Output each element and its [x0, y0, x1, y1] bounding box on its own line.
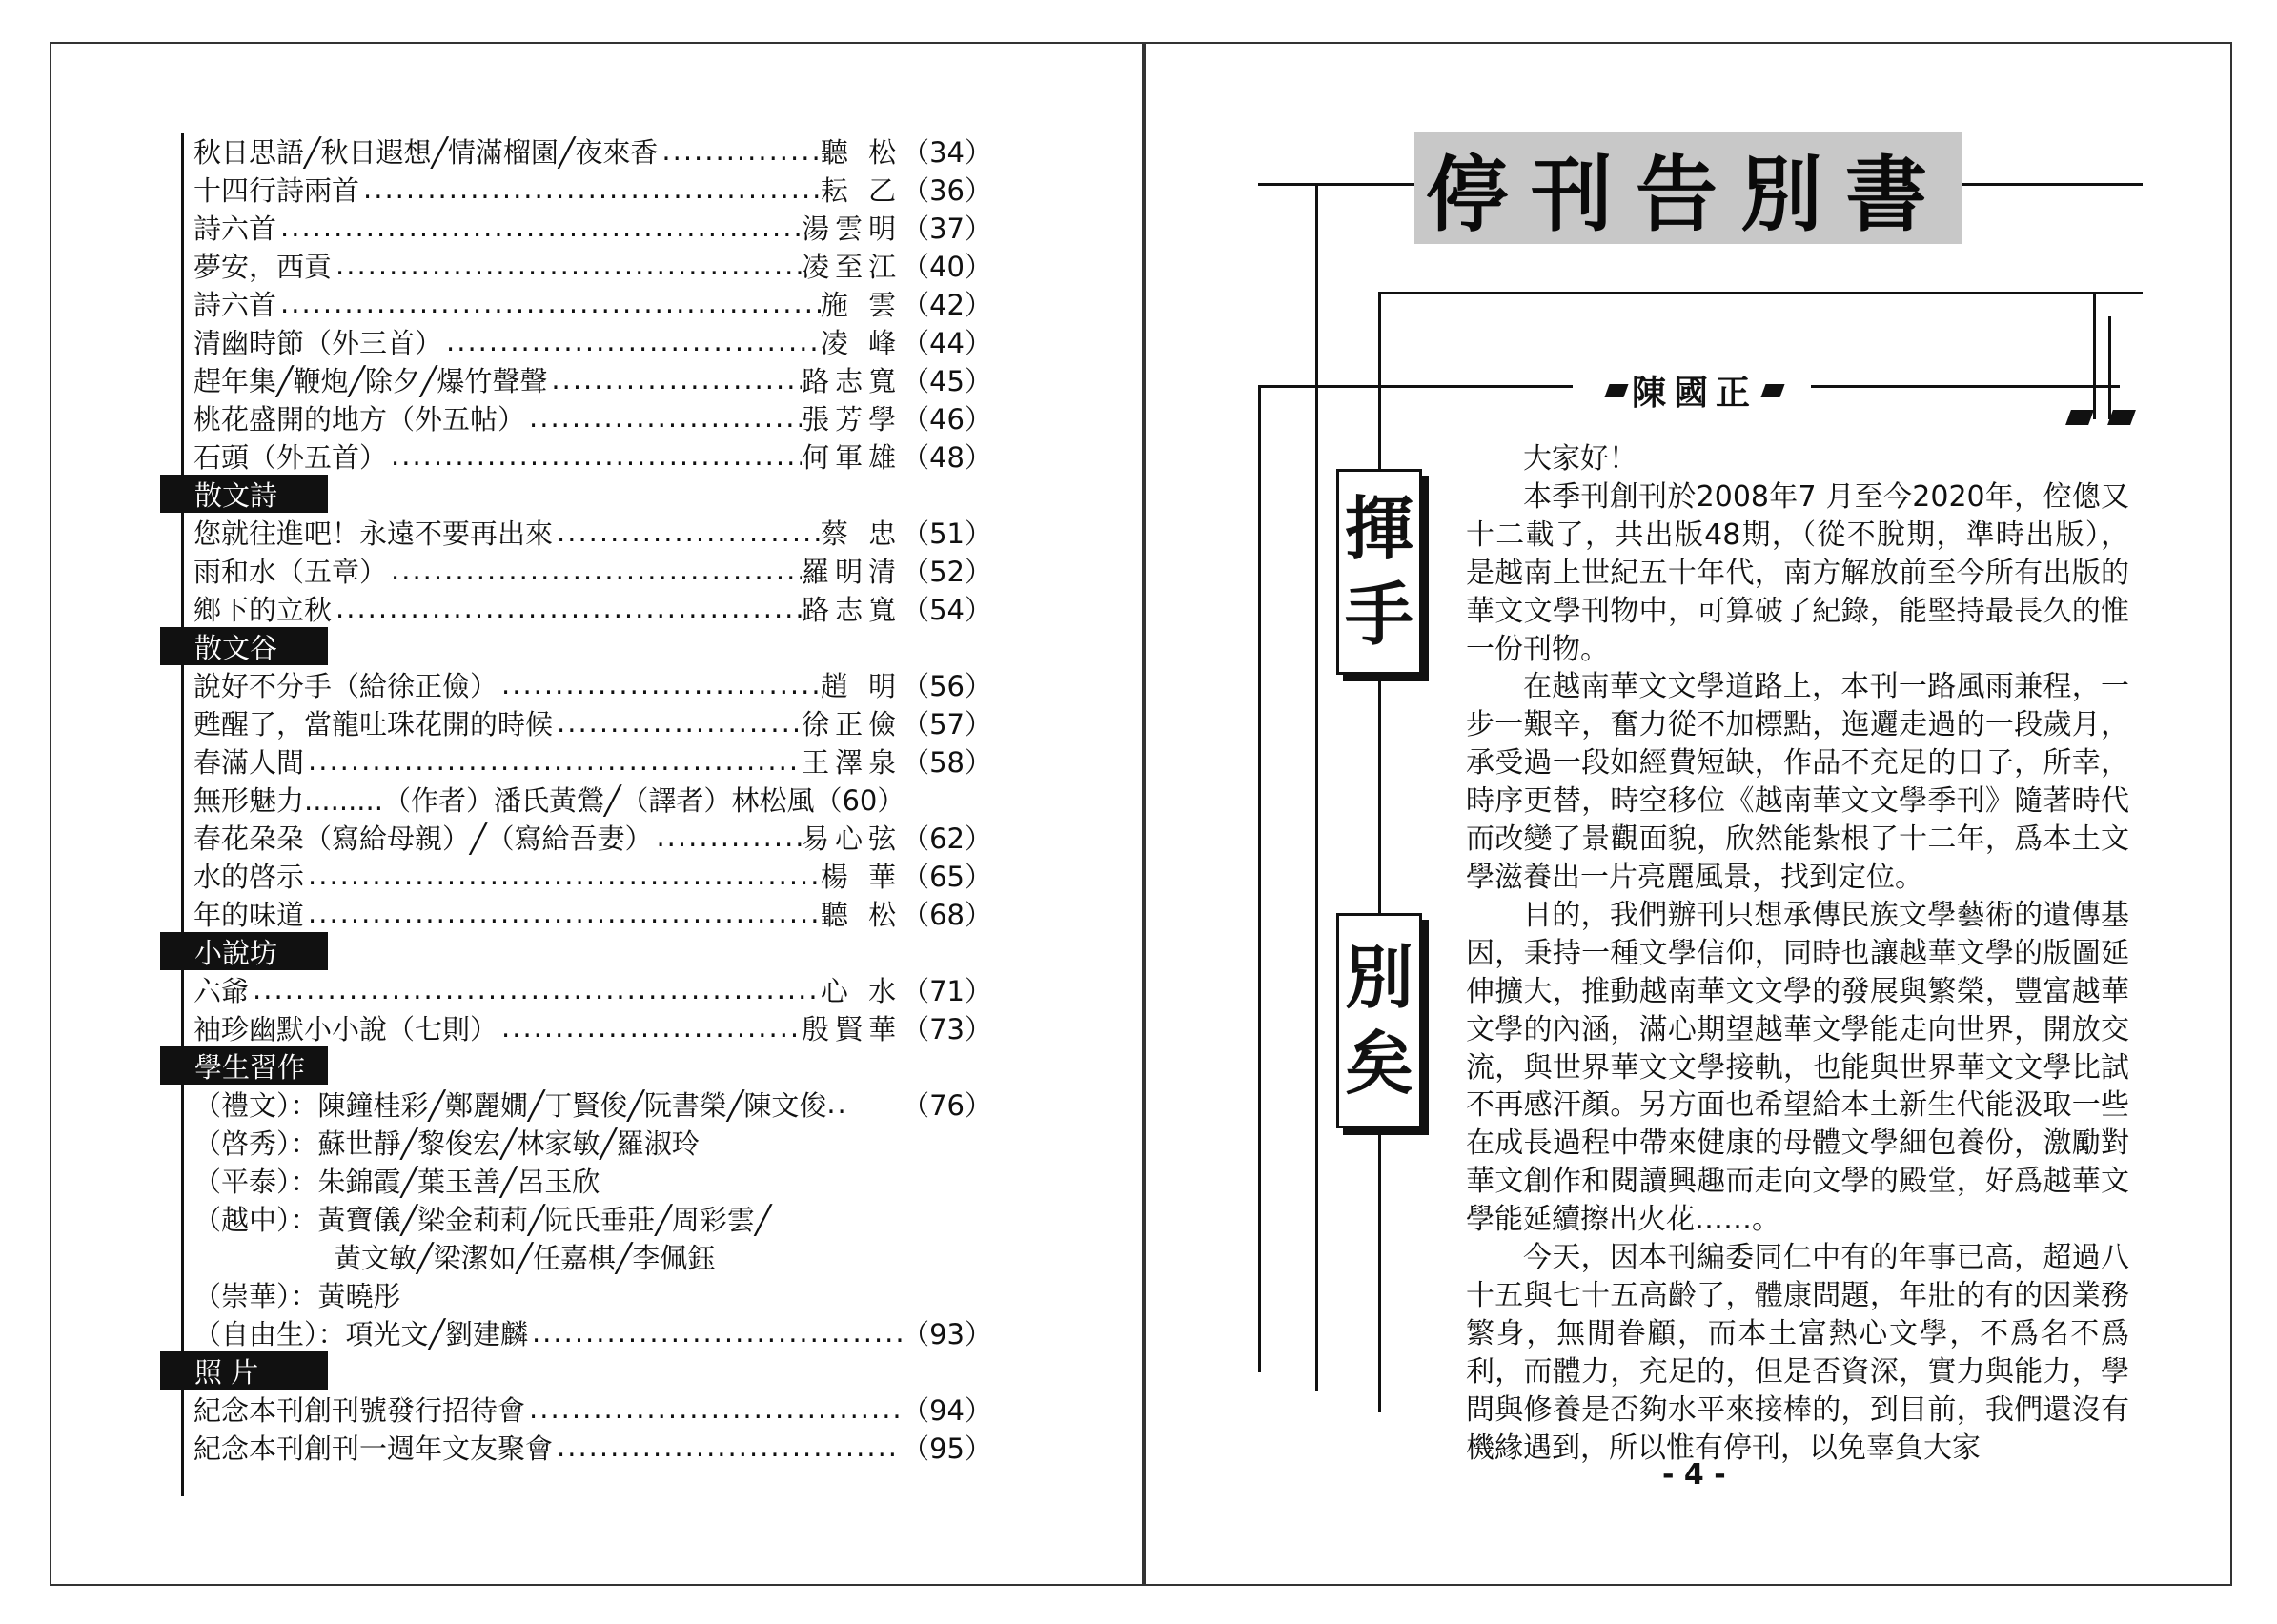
- toc-title: 鄉下的立秋: [193, 593, 333, 626]
- vertical-heading-top: [1336, 469, 1422, 675]
- toc-leader: [332, 592, 802, 624]
- toc-entry: [193, 1008, 992, 1046]
- toc-entry: [193, 741, 992, 780]
- toc-title: 石頭（外五首）: [193, 440, 388, 474]
- author-rule-right: [1811, 385, 2120, 388]
- title-rule-right: [1962, 183, 2143, 186]
- toc-title: 袖珍幽默小小說（七則）: [193, 1012, 498, 1045]
- toc-entry: [193, 170, 992, 208]
- section-header: 散文谷: [160, 627, 328, 665]
- toc-page: （37）: [902, 212, 992, 245]
- decorative-mark-icon: [1760, 384, 1784, 397]
- toc-entry: [193, 1390, 992, 1428]
- toc-leader: [442, 325, 821, 357]
- toc-page: （40）: [902, 250, 992, 283]
- toc-leader: [498, 668, 821, 700]
- toc-entry: [193, 1085, 992, 1123]
- toc-author: 耘 乙: [820, 173, 903, 207]
- vertical-char: 手: [1344, 575, 1413, 655]
- paragraph: 在越南華文文學道路上，本刊一路風雨兼程，一步一艱辛，奮力從不加標點，迤邐走過的一段歲月，承受過一段如經費短缺，作品不充足的日子，所幸，時序更替，時空移位《越南華文文學季刊》隨著時代而改變了景觀面貌，欣然能紮根了十二年，爲本土文學滋養出一片亮麗風景，找到定位。: [1466, 670, 2129, 894]
- toc-title: 水的啓示: [193, 860, 305, 893]
- toc-entry: [193, 665, 992, 703]
- frame-rule: [2108, 316, 2111, 419]
- frame-rule: [1378, 292, 2143, 294]
- toc-leader: [528, 1316, 902, 1349]
- toc-entry: [193, 436, 992, 475]
- toc-author: 施 雲: [820, 288, 903, 321]
- toc-leader: [304, 897, 821, 929]
- toc-leader: [249, 973, 821, 1005]
- toc-title: （自由生）：項光文╱劉建麟: [193, 1317, 528, 1350]
- toc-author: 殷賢華: [802, 1012, 903, 1045]
- toc-title: 無形魅力.........（作者）潘氏黃鶯╱（譯者）: [193, 783, 732, 817]
- toc-page: （68）: [902, 898, 992, 931]
- greeting: 大家好！: [1523, 442, 1637, 476]
- vertical-char: 矣: [1344, 1024, 1413, 1104]
- toc-title: 您就往進吧！永遠不要再出來: [193, 517, 554, 550]
- toc-page: （56）: [902, 669, 992, 702]
- toc-title: （禮文）：陳鐘桂彩╱鄭麗嫺╱丁賢俊╱阮書榮╱陳文俊: [193, 1088, 827, 1122]
- student-line: 黃文敏╱梁潔如╱任嘉棋╱李佩鈺: [334, 1241, 716, 1274]
- toc-page: （45）: [902, 364, 992, 397]
- toc-entry: [193, 970, 992, 1008]
- toc-title: 甦醒了，當龍吐珠花開的時候: [193, 707, 554, 741]
- toc-title: 詩六首: [193, 288, 277, 321]
- toc-leader: [304, 744, 802, 777]
- toc-author: 凌 峰: [820, 326, 903, 359]
- toc-entry: [193, 856, 992, 894]
- toc-page: （95）: [902, 1431, 992, 1465]
- toc-entry: [193, 513, 992, 551]
- vertical-char: 別: [1344, 938, 1413, 1018]
- toc-vertical-rule: [181, 133, 184, 1496]
- toc-title: 清幽時節（外三首）: [193, 326, 443, 359]
- paragraph: 目的，我們辦刊只想承傳民族文學藝術的遺傳基因，秉持一種文學信仰，同時也讓越華文學的版圖延伸擴大，推動越南華文文學的發展與繁榮，豐富越華文學的內涵，滿心期望越華文學能走向世界，開放交流，與世界華文文學接軌，也能與世界華文文學比試不再感汗顏。另方面也希望給本土新生代能汲取一些在成長過程中帶來健康的母體文學細包養份，激勵對華文創作和閱讀興趣而走向文學的殿堂，好爲越華文學能延續擦出火花……。: [1466, 898, 2129, 1237]
- toc-title: 雨和水（五章）: [193, 555, 388, 588]
- decorative-mark-icon: [2107, 410, 2136, 425]
- student-line: （崇華）：黃曉彤: [193, 1279, 401, 1312]
- toc-leader: [276, 287, 821, 319]
- toc-title: 紀念本刊創刊一週年文友聚會: [193, 1431, 554, 1465]
- toc-page: （57）: [902, 707, 992, 741]
- toc-entry: [193, 398, 992, 436]
- author-name: 陳國正: [1632, 374, 1759, 413]
- toc-title: 春花朶朶（寫給母親）╱（寫給吾妻）: [193, 822, 653, 855]
- toc-title: 十四行詩兩首: [193, 173, 360, 207]
- frame-rule: [1378, 292, 1381, 1412]
- toc-entry: [193, 1313, 992, 1351]
- toc-title: 年的味道: [193, 898, 305, 931]
- toc-entry: [193, 551, 992, 589]
- toc-page: （60）: [814, 783, 905, 817]
- toc-page: （46）: [902, 402, 992, 436]
- toc-page: （54）: [902, 593, 992, 626]
- toc-page: （65）: [902, 860, 992, 893]
- student-line: （越中）：黃寶儀╱梁金莉莉╱阮氏垂莊╱周彩雲╱: [193, 1203, 772, 1236]
- author-byline: [1594, 366, 1796, 415]
- letter-body: [1466, 440, 2129, 1467]
- toc-author: 聽 松: [820, 898, 903, 931]
- toc-entry: [193, 589, 992, 627]
- toc-author: 何軍雄: [802, 440, 903, 474]
- title-rule-left: [1258, 183, 1414, 186]
- toc-author: 楊 華: [820, 860, 903, 893]
- toc-author: 羅明清: [802, 555, 903, 588]
- toc-leader: [276, 211, 802, 243]
- paragraph: 今天，因本刊編委同仁中有的年事已高，超過八十五與七十五高齡了，體康問題，年壯的有的因業務繁身，無閒眷顧，而本土富熱心文學，不爲名不爲利，而體力，充足的，但是否資深，實力與能力，學問與修養是否夠水平來接棒的，到目前，我們還沒有機緣遇到，所以惟有停刊，以免辜負大家: [1466, 1241, 2129, 1465]
- toc-entry: [193, 780, 992, 818]
- toc-leader: [658, 134, 820, 167]
- paragraph: 本季刊創刊於2008年7 月至今2020年，倥傯又十二載了，共出版48期，（從不脫期，準時出版），是越南上世紀五十年代，南方解放前至今所有出版的華文文學刊物中，可算破了紀錄，能堅持最長久的惟一份刊物。: [1466, 479, 2129, 666]
- toc-author: 湯雲明: [802, 212, 903, 245]
- toc-author: 凌至江: [802, 250, 903, 283]
- student-line: （啓秀）：蘇世靜╱黎俊宏╱林家敏╱羅淑玲: [193, 1127, 700, 1160]
- toc-entry: [193, 322, 992, 360]
- toc-author: 蔡 忠: [820, 517, 903, 550]
- toc-author: 路志寬: [802, 364, 903, 397]
- frame-rule: [1315, 183, 1318, 1391]
- section-header: 學生習作: [160, 1046, 328, 1085]
- vertical-char: 揮: [1344, 489, 1413, 569]
- toc-leader: [304, 859, 821, 891]
- toc-page: （48）: [902, 440, 992, 474]
- toc-author: 徐正儉: [802, 707, 903, 741]
- toc-leader: [498, 1011, 802, 1044]
- toc-author: 心 水: [820, 974, 903, 1007]
- toc-author: 聽 松: [820, 135, 903, 169]
- toc-author: 易心弦: [802, 822, 903, 855]
- toc-page: （58）: [902, 745, 992, 779]
- toc-title: 詩六首: [193, 212, 277, 245]
- toc-leader: [547, 363, 802, 396]
- toc-page: （94）: [902, 1393, 992, 1427]
- toc-author: 張芳學: [802, 402, 903, 436]
- toc-leader: [359, 173, 821, 205]
- toc-entry: [193, 360, 992, 398]
- toc-title: 秋日思語╱秋日遐想╱情滿榴園╱夜來香: [193, 135, 659, 169]
- toc-title: 紀念本刊創刊號發行招待會: [193, 1393, 526, 1427]
- toc-page: （51）: [902, 517, 992, 550]
- toc-page: （71）: [902, 974, 992, 1007]
- toc-page: （52）: [902, 555, 992, 588]
- toc-page: （93）: [902, 1317, 992, 1350]
- page-number: - 4 -: [1662, 1458, 1726, 1492]
- toc-leader: [525, 401, 802, 434]
- toc-page: （34）: [902, 135, 992, 169]
- page-title: 停刊告別書: [1414, 132, 1962, 244]
- toc-leader: [525, 1392, 902, 1425]
- toc-title: 夢安，西貢: [193, 250, 333, 283]
- toc-title: 趕年集╱鞭炮╱除夕╱爆竹聲聲: [193, 364, 548, 397]
- toc-title: 春滿人間: [193, 745, 305, 779]
- decorative-mark-icon: [2065, 410, 2094, 425]
- toc-title: 六爺: [193, 974, 250, 1007]
- toc-page: （42）: [902, 288, 992, 321]
- toc-title: 說好不分手（給徐正儉）: [193, 669, 498, 702]
- toc-author: 王澤泉: [802, 745, 903, 779]
- toc-author: 林松風: [731, 783, 815, 817]
- section-header: 小說坊: [160, 932, 328, 970]
- toc-entry: [193, 1428, 992, 1466]
- toc-entry: [193, 284, 992, 322]
- toc-leader: [553, 1431, 902, 1463]
- toc-entry: [193, 703, 992, 741]
- student-line: （平泰）：朱錦霞╱葉玉善╱呂玉欣: [193, 1165, 600, 1198]
- toc-page: （62）: [902, 822, 992, 855]
- toc-entry: [193, 132, 992, 170]
- toc-page: （76）: [902, 1088, 992, 1122]
- toc-page: （73）: [902, 1012, 992, 1045]
- decorative-mark-icon: [1604, 384, 1628, 397]
- toc-leader: [553, 706, 802, 739]
- toc-entry: [193, 818, 992, 856]
- section-header: 照 片: [160, 1351, 328, 1390]
- toc-author: 路志寬: [802, 593, 903, 626]
- toc-entry: [193, 894, 992, 932]
- toc-leader: [387, 554, 802, 586]
- toc-page: （44）: [902, 326, 992, 359]
- toc-page: （36）: [902, 173, 992, 207]
- toc-leader: [332, 249, 802, 281]
- frame-rule: [2093, 292, 2096, 419]
- toc-leader: [553, 516, 821, 548]
- toc-entry: [193, 208, 992, 246]
- toc-leader: [387, 439, 802, 472]
- toc-leader: ..: [826, 1087, 848, 1120]
- vertical-heading-bottom: [1336, 913, 1422, 1128]
- section-header: 散文詩: [160, 475, 328, 513]
- author-rule-left: [1258, 385, 1573, 388]
- toc-author: 趙 明: [820, 669, 903, 702]
- corner-marks: [2063, 410, 2139, 425]
- toc-entry: [193, 246, 992, 284]
- frame-rule: [1258, 385, 1261, 1372]
- toc-title: 桃花盛開的地方（外五帖）: [193, 402, 526, 436]
- toc-leader: [652, 821, 802, 853]
